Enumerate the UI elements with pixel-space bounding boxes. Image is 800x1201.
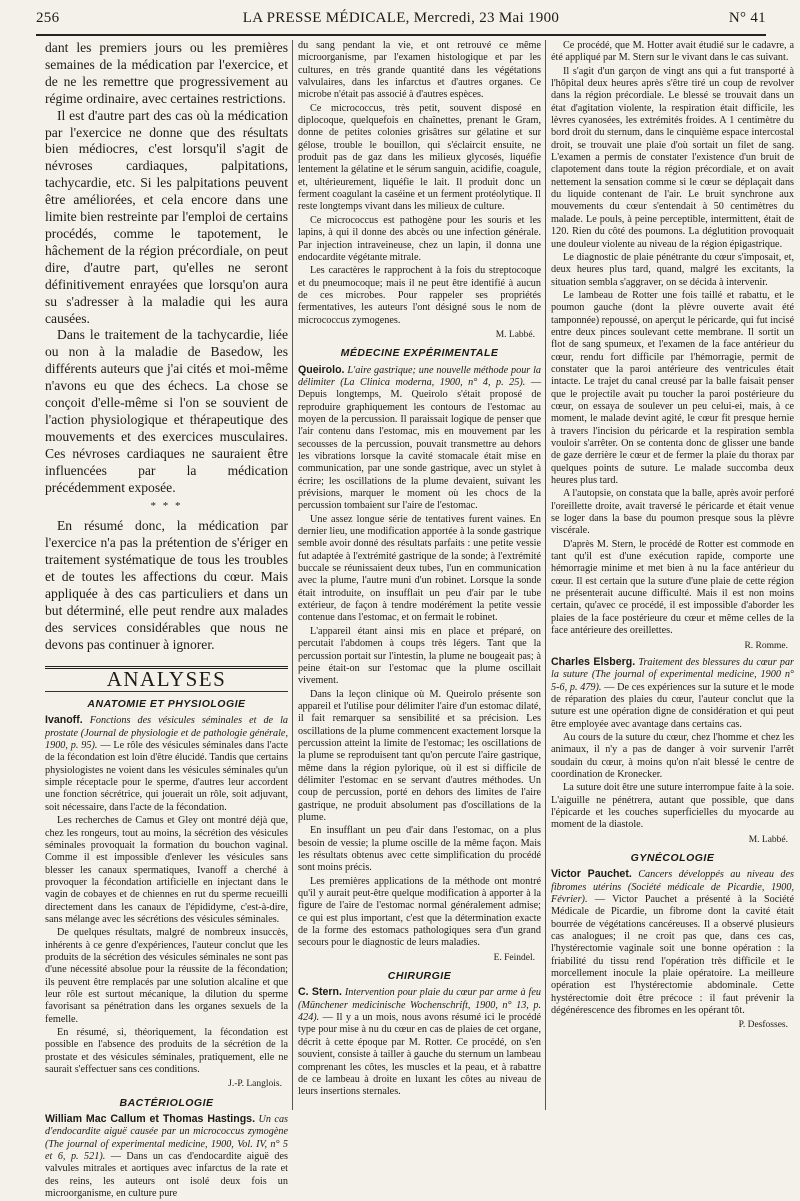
abstract-text: — Depuis longtemps, M. Queirolo s'était proposé de reproduire graphiquement les contours de l'estomac au moyen de la percussion. Il paraissait logique de penser que l'air contenu dans l'estomac, mis en mouvement par les secousses de la percussion, pouvait transmettre au dehors les vibrations lorsque la cavité stomacale était mise en communication, par une sonde gastrique, avec un stylet à écrire; les oscillations de la plume devaient, suivant les prévisions, marquer le moment où les chocs de la percussion tombaient sur l'aire de l'estomac. xyxy=(298,376,541,512)
paragraph: Ce micrococcus est pathogène pour les souris et les lapins, à qui il donne des abcès ou une infection générale. Par injection intraveineuse, chez un lapin, il donna une endocardite végétante mitrale. xyxy=(298,214,541,263)
section-heading-gynecology: GYNÉCOLOGIE xyxy=(630,852,715,864)
column-3 xyxy=(551,40,794,1036)
abstract-reference: Intervention pour plaie du cœur par arme à feu (Münchener medicinische Wochenschrift, 1900, n° 13, p. 424). xyxy=(298,987,541,1024)
abstract-signature: R. Romme. xyxy=(744,640,788,651)
abstract-elsberg xyxy=(551,656,794,731)
abstract-stern xyxy=(298,986,541,1098)
column-2 xyxy=(298,40,541,1100)
section-heading-bacteriology: BACTÉRIOLOGIE xyxy=(119,1096,214,1109)
paragraph: Ce micrococcus, très petit, souvent disposé en diplocoque, quelquefois en chaînettes, prenant le Gram, donne de petites colonies grisâtres sur gélatine et sur gélose, trouble le bouillon, qui s'éclaircit ensuite, ne produit pas de gaz dans les milieux glycosés, liquéfie lentement la gélatine et le sérum sanguin, acidifie, coagule, et, ultérieurement, liquéfie le lait. Il produit donc un ferment coagulant la caséine et un ferment protéolytique. Il reste longtemps vivant dans les milieux de culture. xyxy=(298,102,541,213)
abstract-reference: Fonctions des vésicules séminales et de la prostate (Journal de physiologie et de pathologie générale, 1900, p. 95). xyxy=(45,715,289,752)
abstract-maccallum xyxy=(45,1113,288,1200)
paragraph: En résumé, si, théoriquement, la fécondation est possible en l'absence des produits de la sécrétion de la prostate et des vésicules séminales, pratiquement, elle ne saurait s'effectuer sans ces conditions. xyxy=(45,1027,288,1076)
paragraph: L'appareil étant ainsi mis en place et préparé, on percutait l'abdomen à coups très légers. Tant que la percussion portait sur l'intestin, la plume ne bougeait pas; à peine était-on sur l'estomac que la plume oscillait vivement. xyxy=(298,625,541,687)
section-heading-anatomy: ANATOMIE ET PHYSIOLOGIE xyxy=(87,698,246,711)
abstract-signature: M. Labbé. xyxy=(748,834,788,845)
paragraph: Ce procédé, que M. Hotter avait étudié sur le cadavre, a été appliqué par M. Stern sur le vivant dans le cas suivant. xyxy=(551,40,794,64)
abstract-author: Ivanoff. xyxy=(45,714,83,727)
column-1 xyxy=(45,40,288,1201)
section-heading-surgery: CHIRURGIE xyxy=(387,970,452,983)
paragraph: Le diagnostic de plaie pénétrante du cœur s'imposait, et, deux heures plus tard, quand, malgré les excitants, la situation sembla s'aggraver, on se décida à intervenir. xyxy=(551,251,794,288)
paragraph: du sang pendant la vie, et ont retrouvé ce même microorganisme, par l'examen histologique et par les cultures, en très grande quantité dans les végétations valvulaires, dans les infarctus et d'autres organes. Ce microbe n'était pas associé à d'autres espèces. xyxy=(298,40,541,101)
exercise-article xyxy=(45,40,288,654)
paragraph: Il est d'autre part des cas où la médication par l'exercice ne donne que des résultats bien médiocres, c'est lorsqu'il s'agit de névroses cardiaques, palpitations, tachycardie, etc. Si les palpitations peuvent être améliorées, et cela encore dans une limite bien restreinte par l'emploi de certains procédés, comme le tapotement, le hâchement de la région précordiale, on peut dire, d'autre part, qu'elles ne seront définitivement enrayées que lorsqu'on aura su s'adresser à la maladie qui les aura causées. xyxy=(45,107,288,326)
abstract-author: Victor Pauchet. xyxy=(551,868,632,881)
abstract-reference: L'aire gastrique; une nouvelle méthode pour la délimiter (La Clinica moderna, 1900, n° 4, p. 25). xyxy=(298,364,542,388)
analyses-heading: ANALYSES xyxy=(106,666,227,691)
abstract-text: — Il y a un mois, nous avons résumé ici le procédé type pour mise à nu du cœur en cas de plaies de cet organe, décrit à cette époque par M. Rotter. Ce procédé, on s'en souvient, consiste à tailler à gauche du sternum un lambeau comprenant les côtes, les muscles et la peau, et à rabattre de ce lambeau à droite en luxant les côtes au niveau de leurs insertions sternales. xyxy=(298,1012,542,1098)
paragraph: Dans la leçon clinique où M. Queirolo présente son appareil et l'utilise pour délimiter l'aire d'un estomac dilaté, il fait remarquer sa sensibilité et sa précision. Les oscillations de la plume commencent exactement lorsque la percussion atteint la limite de l'estomac; les oscillations de la plume se reproduisent tant qu'on percute l'aire gastrique, même dans la région pylorique, où il est si difficile de délimiter l'estomac en se servant d'autres méthodes. Un coup de percussion, porté en dehors des limites de l'aire gastrique, ne produit absolument pas d'oscillations de la plume. xyxy=(298,688,541,823)
page-header xyxy=(36,10,766,30)
paragraph: dant les premiers jours ou les premières semaines de la médication par l'exercice, et de ne les remettre que progressivement au régime ordinaire, avec certaines restrictions. xyxy=(45,40,288,106)
section-heading-experimental: MÉDECINE EXPÉRIMENTALE xyxy=(340,347,499,360)
abstract-reference: Traitement des blessures du cœur par la suture (The journal of experimental medicine, 1900 n° 5-6, p. 479). xyxy=(551,656,795,693)
abstract-reference: Cancers développés au niveau des fibromes utérins (Société médicale de Picardie, 1900, Février). xyxy=(551,869,794,906)
page-number: 256 xyxy=(36,10,60,26)
paragraph: Dans le traitement de la tachycardie, liée ou non à la maladie de Basedow, les différents auteurs que j'ai cités et moi-même n'avons eu que des échecs. La chose se conçoit d'elle-même si l'on se souvient de l'action physiologique et thérapeutique des mouvements et des exercices musculaires. Ces névroses cardiaques ne sauraient être influencées par la médication précédemment exposée. xyxy=(45,327,288,495)
header-rule xyxy=(36,34,766,36)
abstract-author: Queirolo. xyxy=(298,363,345,376)
paragraph: Le lambeau de Rotter une fois taillé et rabattu, et le poumon gauche (dont la plèvre ouverte avait été tamponnée) repoussé, on aperçut le péricarde, qui fut incisé entre deux pinces soulevant cette membrane. Il sortit un flot de sang spumeux, et l'examen de la face antérieur du cœur, rendu fort difficile par l'hémorragie, permit de constater que la paroi antérieure des ventricules était intacte. Le trajet du canal creusé par la balle faisait penser que le projectile avait pu toucher la paroi postérieure du cœur, on essaya de soulever un peu celui-ei, mais, à ce moment, le malade devint agité, le cœur fit presque hernie à travers l'incision du péricarde et la respiration sembla vouloir s'arrêter. On se contenta donc de glisser une bande de gaze derrière le cœur et de fermer la plaie du thorax par quelques points de suture. Le malade succomba deux heures plus tard. xyxy=(551,289,794,487)
column-rule-1 xyxy=(292,40,293,1110)
abstract-signature: M. Labbé. xyxy=(495,329,535,340)
paragraph: Une assez longue série de tentatives furent vaines. En dernier lieu, une modification apportée à la sonde gastrique semble avoir donné des résultats parfaits : une petite vessie fut adaptée à l'extrémité gastrique de la sonde; à l'extrémité buccale se réunissaient deux tubes, l'un en communication avec la plume, l'autre muni d'un robinet. Lorsque la sonde était introduite, on insufflait un peu d'air par le tube extérieur, de façon à tendre modérément la petite vessie contenue dans l'estomac, et on fermait le robinet. xyxy=(298,513,541,624)
abstract-signature: J.-P. Langlois. xyxy=(228,1079,282,1090)
paragraph: La suture doit être une suture interrompue faite à la soie. L'aiguille ne pénétrera, autant que possible, que dans l'épicarde et les couches superficielles du myocarde au moment de la diastole. xyxy=(551,782,794,831)
paragraph: Les recherches de Camus et Gley ont montré déjà que, chez les rongeurs, tout au moins, la sécrétion des vésicules séminales provoquait la formation du bouchon vaginal. Comme il est impossible d'enlever les vésicules sans blesser les canaux spermatiques, Ivanoff a cherché à provoquer la fécondation artificielle en injectant dans le vagin de cobayes et de chiennes en rut du sperme recueilli directement dans les canaux de l'épididyme, c'est-à-dire, sans mélange avec les sécrétions des vésicules séminales. xyxy=(45,815,288,925)
paragraph: En résumé donc, la médication par l'exercice n'a pas la prétention de s'ériger en traitement systématique de tous les troubles et de toutes les affections du cœur. Mais appliquée à des cas particuliers et dans un but déterminé, elle peut rendre aux malades des services considérables que nous ne devons pas continuer à ignorer. xyxy=(45,518,288,652)
paragraph: Au cours de la suture du cœur, chez l'homme et chez les animaux, il n'y a pas de danger à voir survenir l'arrêt soudain du cœur, à moins qu'on n'ait blessé le centre de coordination de Kronecker. xyxy=(551,731,794,780)
abstract-queirolo xyxy=(298,364,541,513)
paragraph: D'après M. Stern, le procédé de Rotter est commode en tant qu'il est d'une exécution rapide, comporte une hémorragie minime et met bien à nu la face antérieur du cœur. Il est certain que la suture d'une plaie de cette région ne présenterait aucune difficulté. Mais il est non moins certain, qu'avec ce procédé, il est impossible d'aborder les plaies de la face postérieure du cœur et même celles de la face antérieure des oreillettes. xyxy=(551,538,794,637)
abstract-ivanoff xyxy=(45,714,288,814)
abstract-reference: Un cas d'endocardite aiguë causée par un micrococcus zymogène (The journal of experimental medicine, 1900, Vol. IV, n° 5 et 6, p. 521). xyxy=(45,1114,289,1163)
abstract-text: — Le rôle des vésicules séminales dans l'acte de la fécondation est loin d'être élucidé. Tandis que certains physiologistes ne voient dans les vésicules séminales qu'un simple réceptacle pour le sperme, d'autres leur accordent une fonction sécrétrice, qui jouerait un rôle, soit adjuvant, soit nécessaire, dans l'acte de la fécondation. xyxy=(45,740,288,813)
abstract-signature: E. Feindel. xyxy=(493,952,535,963)
abstract-author: Charles Elsberg. xyxy=(551,655,636,668)
column-rule-2 xyxy=(545,40,546,1110)
abstract-text: — Dans un cas d'endocardite aiguë des valvules mitrales et aortiques avec infarctus de la rate et des reins, les auteurs ont isolé deux fois un microorganisme, en culture pure xyxy=(45,1151,289,1200)
issue-number: N° 41 xyxy=(728,10,766,26)
paragraph: Les caractères le rapprochent à la fois du streptocoque et du pneumocoque; mais il ne peut être identifié à aucun de ces microbes. Pour rappeler ses propriétés fermentatives, les auteurs l'ont désigné sous le nom de micrococcus zymogenes. xyxy=(298,265,541,326)
section-stars: * * * xyxy=(150,500,183,513)
abstract-author: William Mac Callum et Thomas Hastings. xyxy=(45,1113,256,1126)
paragraph: De quelques résultats, malgré de nombreux insuccès, inhérents à ce genre d'expériences, l'auteur conclut que les produits de la sécrétion des vésicules séminales ne sont pas d'une nécessité absolue pour la réussite de la fécondation; ils peuvent être remplacés par une solution alcaline et que leur rôle est surtout mécanique, la dilution du sperme favorisant sa pénétration dans les organes sexuels de la femelle. xyxy=(45,927,288,1025)
paragraph: Il s'agit d'un garçon de vingt ans qui a fut transporté à l'hôpital deux heures après s'être tiré un coup de revolver dans la région précordiale. Le blessé se trouvait dans un état d'agitation violente, la respiration était difficile, les lèvres cyanosées, les extrémités froides. A 1 centimètre du bord droit du sternum, dans le cinquième espace intercostal droit, se trouvait une plaie d'où sortait un filet de sang. L'examen a permis de constater l'existence d'un bruit de clapotement dans toute la région précordiale, et on avait nettement la sensation comme si le cœur se déplaçait dans du liquide contenant de l'air. Le bruit synchrone aux mouvements du cœur s'entendait à 50 centimètres du malade. Le pouls, à peine perceptible, intermittent, était de 120. Rien du côté des poumons. La déglutition provoquait une douleur violente au niveau de la région épigastrique. xyxy=(551,65,794,250)
journal-title: LA PRESSE MÉDICALE, Mercredi, 23 Mai 1900 xyxy=(242,10,560,26)
abstract-signature: P. Desfosses. xyxy=(738,1020,788,1031)
paragraph: En insufflant un peu d'air dans l'estomac, on a plus besoin de vessie; la plume oscille de la même façon. Mais les résultats obtenus avec cette simplification du procédé sont moins précis. xyxy=(298,825,541,874)
abstract-author: C. Stern. xyxy=(298,986,342,999)
paragraph: Les premières applications de la méthode ont montré qu'il y aurait peut-être quelque modification à apporter à la figure de l'aire de l'estomac normal généralement admise; ce qui est plus important, c'est que la détermination exacte de la forme des estomacs pathologiques sera d'un grand secours pour le diagnostic de leurs maladies. xyxy=(298,875,541,949)
abstract-text: — Victor Pauchet a présenté à la Société Médicale de Picardie, un fibrome dont la cavité était bourrée de végétations cancéreuses. Il a observé plusieurs cas analogues; il ne croit pas que, dans ces cas, l'hystérectomie vaginale soit une bonne opération : la friabilité du tissu rend l'opération très difficile et le morcellement inocule la plaie opératoire. La meilleure opération est l'hystérectomie abdominale. Cette hystérectomie doit être précoce : il faut prévenir la dégénérescence des fibromes en les opérant tôt. xyxy=(551,894,794,1017)
abstract-text: — De ces expériences sur la suture et le mode de réparation des plaies du cœur, l'auteur conclut que la suture est une opération digne de considération et qui peut être employée avec avantage dans certains cas. xyxy=(551,681,794,730)
section-divider xyxy=(45,691,288,692)
abstract-pauchet xyxy=(551,868,794,1017)
paragraph: A l'autopsie, on constata que la balle, après avoir perforé l'oreillette droite, avait traversé le péricarde et était venue se loger dans la base du poumon presque sous la plèvre viscérale. xyxy=(551,488,794,537)
